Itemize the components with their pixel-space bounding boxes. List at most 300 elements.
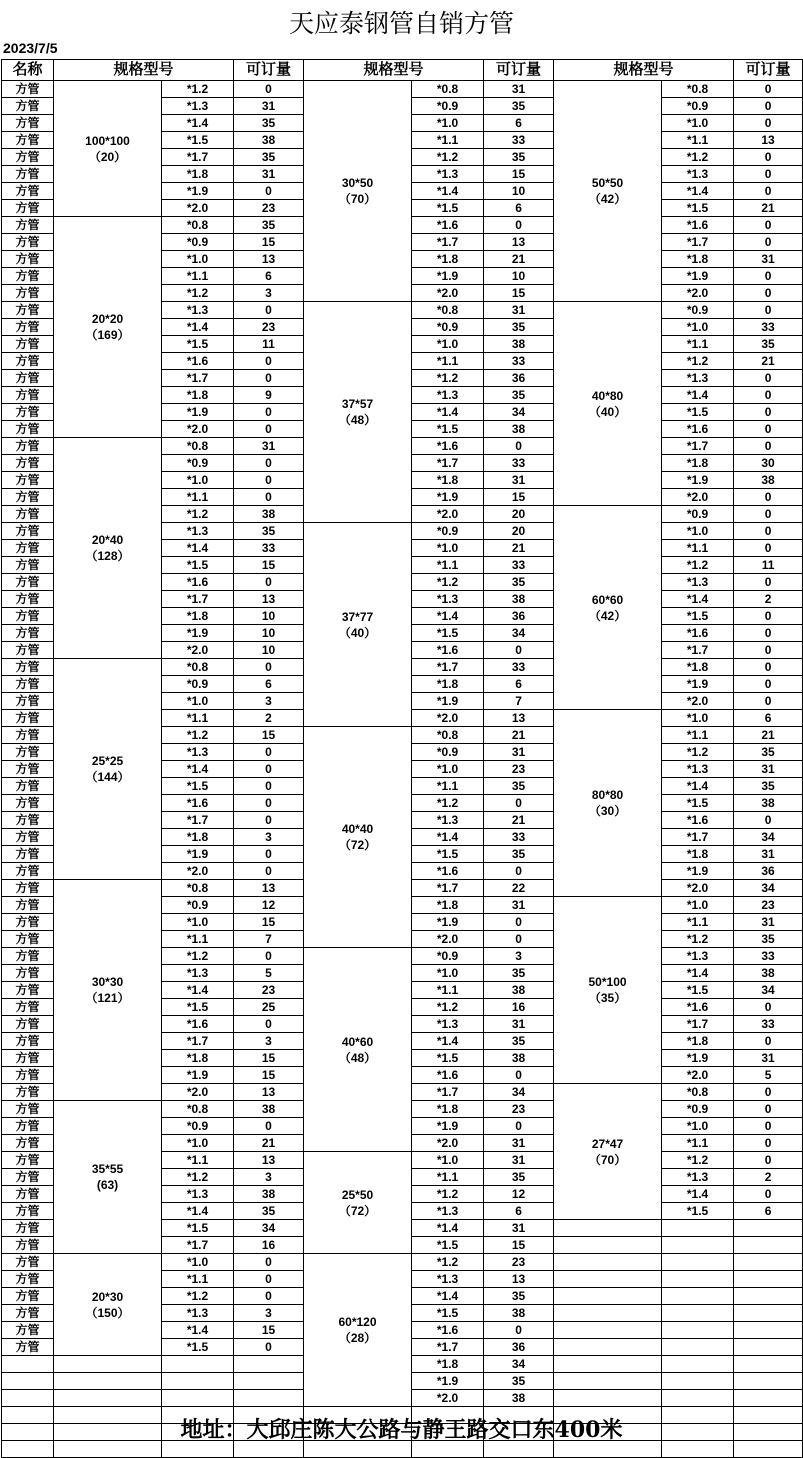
qty-cell [734, 1390, 803, 1407]
qty-cell: 0 [734, 676, 803, 693]
qty-cell: 0 [484, 931, 554, 948]
thickness-cell: *2.0 [412, 710, 484, 727]
thickness-cell: *1.4 [412, 1033, 484, 1050]
thickness-cell: *1.3 [162, 965, 234, 982]
thickness-cell: *1.8 [162, 608, 234, 625]
product-name-cell: 方管 [2, 523, 54, 540]
thickness-cell: *1.5 [162, 132, 234, 149]
qty-cell: 38 [484, 1390, 554, 1407]
thickness-cell: *0.8 [162, 659, 234, 676]
qty-cell: 35 [734, 778, 803, 795]
thickness-cell: *2.0 [662, 489, 734, 506]
thickness-cell: *1.2 [162, 506, 234, 523]
qty-cell: 34 [734, 829, 803, 846]
qty-cell: 38 [484, 1305, 554, 1322]
product-name-cell: 方管 [2, 98, 54, 115]
thickness-cell: *1.1 [162, 489, 234, 506]
qty-cell: 35 [734, 336, 803, 353]
qty-cell [734, 1305, 803, 1322]
qty-cell: 35 [484, 1288, 554, 1305]
thickness-cell: *1.0 [162, 914, 234, 931]
thickness-cell: *1.4 [162, 982, 234, 999]
thickness-cell: *1.3 [412, 812, 484, 829]
qty-cell: 10 [234, 642, 304, 659]
inventory-table [1, 59, 803, 1458]
qty-cell: 35 [484, 846, 554, 863]
qty-cell: 0 [234, 370, 304, 387]
thickness-cell: *1.2 [412, 370, 484, 387]
qty-cell: 33 [484, 829, 554, 846]
spec-total: （28） [338, 1331, 377, 1345]
spec-size: 40*80 [591, 388, 624, 403]
thickness-cell: *0.8 [162, 438, 234, 455]
qty-cell: 21 [734, 727, 803, 744]
qty-cell: 0 [234, 353, 304, 370]
thickness-cell: *0.8 [412, 302, 484, 319]
qty-cell: 7 [234, 931, 304, 948]
qty-cell: 15 [234, 1067, 304, 1084]
spec-size: 25*25 [91, 754, 124, 768]
thickness-cell: *1.9 [412, 268, 484, 285]
qty-cell: 31 [234, 438, 304, 455]
qty-cell: 0 [484, 914, 554, 931]
qty-cell: 34 [484, 1084, 554, 1101]
qty-cell: 15 [234, 914, 304, 931]
thickness-cell: *1.4 [412, 1288, 484, 1305]
spec-total: （42） [588, 192, 627, 206]
product-name-cell: 方管 [2, 914, 54, 931]
empty-cell [554, 1220, 662, 1237]
qty-cell: 38 [234, 132, 304, 149]
qty-cell: 11 [734, 557, 803, 574]
thickness-cell: *1.4 [162, 540, 234, 557]
qty-cell: 38 [234, 1101, 304, 1118]
qty-cell: 0 [734, 302, 803, 319]
qty-cell: 15 [234, 1322, 304, 1339]
qty-cell: 25 [234, 999, 304, 1016]
qty-cell: 21 [734, 200, 803, 217]
qty-cell: 3 [234, 1033, 304, 1050]
thickness-cell: *1.5 [162, 1339, 234, 1356]
thickness-cell: *1.9 [662, 1050, 734, 1067]
empty-cell [554, 1271, 662, 1288]
qty-cell: 31 [484, 302, 554, 319]
qty-cell: 38 [484, 336, 554, 353]
thickness-cell [662, 1288, 734, 1305]
qty-cell: 6 [734, 710, 803, 727]
product-name-cell: 方管 [2, 999, 54, 1016]
thickness-cell: *1.1 [162, 1271, 234, 1288]
qty-cell: 0 [234, 846, 304, 863]
thickness-cell: *1.2 [162, 1169, 234, 1186]
qty-cell: 33 [484, 557, 554, 574]
product-name-cell: 方管 [2, 200, 54, 217]
qty-cell: 0 [734, 404, 803, 421]
qty-cell: 38 [484, 421, 554, 438]
qty-cell: 15 [234, 727, 304, 744]
spec-total: （40） [338, 625, 377, 640]
thickness-cell: *1.4 [162, 1322, 234, 1339]
thickness-cell: *1.5 [662, 200, 734, 217]
thickness-cell: *1.1 [162, 710, 234, 727]
thickness-cell: *1.3 [162, 302, 234, 319]
qty-cell: 13 [234, 591, 304, 608]
thickness-cell: *1.9 [162, 625, 234, 642]
thickness-cell: *1.3 [662, 370, 734, 387]
qty-cell: 31 [484, 744, 554, 761]
thickness-cell: *0.9 [412, 98, 484, 115]
thickness-cell: *1.3 [162, 98, 234, 115]
product-name-cell: 方管 [2, 1254, 54, 1271]
qty-cell: 6 [734, 1203, 803, 1220]
qty-cell: 5 [234, 965, 304, 982]
thickness-cell: *1.8 [412, 1101, 484, 1118]
qty-cell: 0 [734, 370, 803, 387]
qty-cell: 0 [734, 98, 803, 115]
qty-cell: 0 [234, 81, 304, 98]
thickness-cell: *1.1 [662, 727, 734, 744]
thickness-cell: *1.3 [662, 761, 734, 778]
thickness-cell: *1.5 [662, 608, 734, 625]
qty-cell: 0 [734, 812, 803, 829]
qty-cell: 35 [484, 149, 554, 166]
product-name-cell: 方管 [2, 1016, 54, 1033]
qty-cell [234, 1356, 304, 1373]
thickness-cell: *1.2 [412, 149, 484, 166]
thickness-cell: *1.1 [662, 914, 734, 931]
thickness-cell: *1.3 [412, 1016, 484, 1033]
empty-cell [554, 1305, 662, 1322]
thickness-cell: *1.7 [162, 591, 234, 608]
qty-cell: 34 [484, 625, 554, 642]
qty-cell [734, 1271, 803, 1288]
header-qty: 可订量 [484, 60, 554, 81]
spec-group-cell [304, 302, 412, 523]
product-name-cell: 方管 [2, 1152, 54, 1169]
qty-cell: 31 [484, 1152, 554, 1169]
thickness-cell: *2.0 [412, 1390, 484, 1407]
thickness-cell: *0.9 [662, 506, 734, 523]
thickness-cell: *1.8 [662, 846, 734, 863]
thickness-cell: *0.8 [162, 1101, 234, 1118]
thickness-cell: *0.9 [162, 676, 234, 693]
qty-cell: 0 [234, 183, 304, 200]
thickness-cell: *1.3 [412, 1203, 484, 1220]
thickness-cell: *1.7 [412, 234, 484, 251]
qty-cell: 38 [734, 795, 803, 812]
thickness-cell: *1.4 [412, 608, 484, 625]
thickness-cell: *1.2 [162, 285, 234, 302]
thickness-cell: *1.5 [662, 1203, 734, 1220]
qty-cell: 31 [484, 1016, 554, 1033]
qty-cell: 0 [734, 574, 803, 591]
qty-cell: 33 [484, 132, 554, 149]
spec-group-cell [304, 948, 412, 1152]
thickness-cell: *0.9 [162, 897, 234, 914]
header-spec: 规格型号 [54, 60, 234, 81]
product-name-cell: 方管 [2, 336, 54, 353]
product-name-cell: 方管 [2, 744, 54, 761]
qty-cell: 23 [734, 897, 803, 914]
product-name-cell: 方管 [2, 727, 54, 744]
qty-cell: 35 [734, 931, 803, 948]
thickness-cell: *1.8 [162, 387, 234, 404]
thickness-cell: *1.0 [412, 965, 484, 982]
thickness-cell: *1.4 [662, 965, 734, 982]
product-name-cell: 方管 [2, 1169, 54, 1186]
thickness-cell: *0.9 [412, 744, 484, 761]
thickness-cell: *1.3 [412, 387, 484, 404]
qty-cell: 2 [734, 1169, 803, 1186]
thickness-cell: *1.7 [662, 642, 734, 659]
thickness-cell: *1.2 [412, 1186, 484, 1203]
qty-cell: 0 [234, 472, 304, 489]
thickness-cell: *1.6 [412, 642, 484, 659]
qty-cell: 35 [484, 965, 554, 982]
qty-cell: 34 [734, 880, 803, 897]
product-name-cell: 方管 [2, 506, 54, 523]
qty-cell: 35 [484, 1169, 554, 1186]
spec-total: （128） [85, 549, 130, 563]
product-name-cell: 方管 [2, 1050, 54, 1067]
product-name-cell: 方管 [2, 931, 54, 948]
qty-cell: 13 [234, 1152, 304, 1169]
product-name-cell: 方管 [2, 574, 54, 591]
qty-cell: 0 [734, 81, 803, 98]
thickness-cell [662, 1356, 734, 1373]
qty-cell: 0 [734, 625, 803, 642]
qty-cell: 10 [234, 608, 304, 625]
qty-cell: 31 [234, 166, 304, 183]
product-name-cell: 方管 [2, 1237, 54, 1254]
qty-cell: 0 [734, 421, 803, 438]
product-name-cell: 方管 [2, 812, 54, 829]
qty-cell: 35 [734, 744, 803, 761]
spec-total: （72） [338, 838, 377, 852]
thickness-cell: *1.3 [412, 591, 484, 608]
thickness-cell: *1.4 [662, 1186, 734, 1203]
product-name-cell: 方管 [2, 1203, 54, 1220]
thickness-cell: *1.7 [412, 1339, 484, 1356]
thickness-cell [662, 1271, 734, 1288]
product-name-cell: 方管 [2, 778, 54, 795]
thickness-cell: *1.0 [162, 693, 234, 710]
thickness-cell: *1.4 [162, 1203, 234, 1220]
spec-group-cell [304, 81, 412, 302]
thickness-cell: *1.2 [162, 81, 234, 98]
thickness-cell: *0.9 [162, 1118, 234, 1135]
thickness-cell: *1.0 [412, 336, 484, 353]
spec-group-cell [304, 1254, 412, 1407]
thickness-cell: *1.2 [162, 727, 234, 744]
qty-cell: 33 [484, 659, 554, 676]
thickness-cell: *1.9 [412, 693, 484, 710]
thickness-cell: *1.4 [162, 761, 234, 778]
thickness-cell: *1.0 [662, 319, 734, 336]
qty-cell [734, 1356, 803, 1373]
qty-cell: 38 [484, 591, 554, 608]
thickness-cell: *1.0 [662, 897, 734, 914]
qty-cell: 7 [484, 693, 554, 710]
qty-cell: 0 [734, 642, 803, 659]
thickness-cell: *1.5 [162, 557, 234, 574]
product-name-cell: 方管 [2, 829, 54, 846]
empty-cell [554, 1288, 662, 1305]
product-name-cell: 方管 [2, 166, 54, 183]
spec-group-cell [554, 506, 662, 710]
product-name-cell: 方管 [2, 353, 54, 370]
thickness-cell: *1.0 [162, 1135, 234, 1152]
thickness-cell [662, 1322, 734, 1339]
product-name-cell [2, 1373, 54, 1390]
qty-cell: 35 [484, 319, 554, 336]
thickness-cell: *1.7 [162, 1033, 234, 1050]
qty-cell: 0 [734, 166, 803, 183]
qty-cell: 13 [484, 234, 554, 251]
qty-cell: 33 [734, 948, 803, 965]
qty-cell: 35 [234, 149, 304, 166]
product-name-cell: 方管 [2, 965, 54, 982]
product-name-cell: 方管 [2, 625, 54, 642]
product-name-cell: 方管 [2, 846, 54, 863]
qty-cell: 23 [484, 761, 554, 778]
spec-total: （70） [338, 192, 377, 206]
thickness-cell: *1.6 [412, 863, 484, 880]
thickness-cell: *1.0 [412, 115, 484, 132]
product-name-cell: 方管 [2, 642, 54, 659]
thickness-cell: *1.7 [662, 234, 734, 251]
qty-cell: 16 [234, 1237, 304, 1254]
qty-cell: 6 [234, 268, 304, 285]
spec-size: 80*80 [591, 788, 624, 802]
qty-cell: 31 [484, 1220, 554, 1237]
spec-total: （35） [588, 991, 627, 1005]
spec-total: (63) [96, 1178, 119, 1192]
qty-cell: 0 [234, 948, 304, 965]
qty-cell: 21 [484, 727, 554, 744]
qty-cell: 35 [234, 115, 304, 132]
thickness-cell: *0.8 [412, 81, 484, 98]
thickness-cell: *2.0 [162, 421, 234, 438]
spec-size: 20*40 [91, 533, 124, 547]
qty-cell: 31 [734, 761, 803, 778]
spec-total: （72） [338, 1203, 377, 1218]
qty-cell: 0 [234, 812, 304, 829]
qty-cell: 0 [484, 795, 554, 812]
qty-cell: 15 [234, 1050, 304, 1067]
thickness-cell: *1.6 [162, 1016, 234, 1033]
product-name-cell: 方管 [2, 1186, 54, 1203]
spec-size: 37*57 [341, 397, 374, 411]
qty-cell: 33 [484, 353, 554, 370]
table-row [2, 81, 803, 98]
product-name-cell: 方管 [2, 693, 54, 710]
qty-cell: 0 [734, 1186, 803, 1203]
qty-cell: 34 [734, 982, 803, 999]
spec-size: 40*40 [341, 822, 374, 836]
spec-group-cell [54, 217, 162, 438]
thickness-cell: *1.4 [662, 183, 734, 200]
thickness-cell: *0.9 [412, 319, 484, 336]
qty-cell: 0 [734, 1135, 803, 1152]
qty-cell: 0 [234, 1288, 304, 1305]
qty-cell: 33 [484, 455, 554, 472]
spec-group-cell [304, 523, 412, 727]
thickness-cell: *1.9 [162, 1067, 234, 1084]
thickness-cell: *1.2 [662, 557, 734, 574]
thickness-cell: *1.6 [662, 999, 734, 1016]
product-name-cell: 方管 [2, 132, 54, 149]
qty-cell: 12 [484, 1186, 554, 1203]
qty-cell: 0 [234, 1339, 304, 1356]
product-name-cell: 方管 [2, 948, 54, 965]
thickness-cell: *1.6 [662, 625, 734, 642]
spec-group-cell [554, 1084, 662, 1220]
thickness-cell: *1.2 [662, 744, 734, 761]
product-name-cell: 方管 [2, 676, 54, 693]
qty-cell: 10 [484, 268, 554, 285]
header-name: 名称 [2, 60, 54, 81]
qty-cell: 34 [484, 1356, 554, 1373]
thickness-cell: *1.6 [412, 1322, 484, 1339]
thickness-cell: *1.3 [162, 523, 234, 540]
spec-size: 40*60 [341, 1034, 374, 1049]
product-name-cell: 方管 [2, 557, 54, 574]
empty-cell [554, 1339, 662, 1356]
product-name-cell: 方管 [2, 319, 54, 336]
thickness-cell: *2.0 [162, 863, 234, 880]
thickness-cell: *1.8 [662, 659, 734, 676]
qty-cell: 0 [234, 744, 304, 761]
thickness-cell: *1.7 [412, 1084, 484, 1101]
thickness-cell: *1.9 [412, 914, 484, 931]
qty-cell: 15 [484, 1237, 554, 1254]
thickness-cell: *1.3 [662, 948, 734, 965]
qty-cell: 13 [484, 1271, 554, 1288]
thickness-cell: *1.1 [662, 1135, 734, 1152]
thickness-cell: *1.8 [412, 472, 484, 489]
thickness-cell: *0.9 [662, 302, 734, 319]
qty-cell [734, 1322, 803, 1339]
thickness-cell: *2.0 [662, 880, 734, 897]
qty-cell: 31 [734, 1050, 803, 1067]
spec-size: 60*120 [338, 1315, 377, 1329]
thickness-cell: *1.4 [162, 319, 234, 336]
qty-cell: 35 [484, 574, 554, 591]
empty-cell [554, 1373, 662, 1390]
thickness-cell: *1.3 [162, 1186, 234, 1203]
thickness-cell: *1.7 [662, 438, 734, 455]
product-name-cell: 方管 [2, 455, 54, 472]
qty-cell [734, 1339, 803, 1356]
qty-cell: 23 [234, 319, 304, 336]
qty-cell: 3 [234, 1169, 304, 1186]
qty-cell: 33 [234, 540, 304, 557]
thickness-cell [662, 1220, 734, 1237]
thickness-cell: *2.0 [412, 506, 484, 523]
qty-cell [734, 1288, 803, 1305]
spec-total: （48） [338, 1050, 377, 1065]
qty-cell: 0 [484, 1322, 554, 1339]
spec-total: （40） [588, 404, 627, 419]
qty-cell [734, 1237, 803, 1254]
thickness-cell: *1.0 [662, 1118, 734, 1135]
qty-cell: 20 [484, 506, 554, 523]
qty-cell: 0 [234, 404, 304, 421]
qty-cell: 30 [734, 455, 803, 472]
qty-cell: 0 [734, 1152, 803, 1169]
thickness-cell: *1.4 [412, 829, 484, 846]
